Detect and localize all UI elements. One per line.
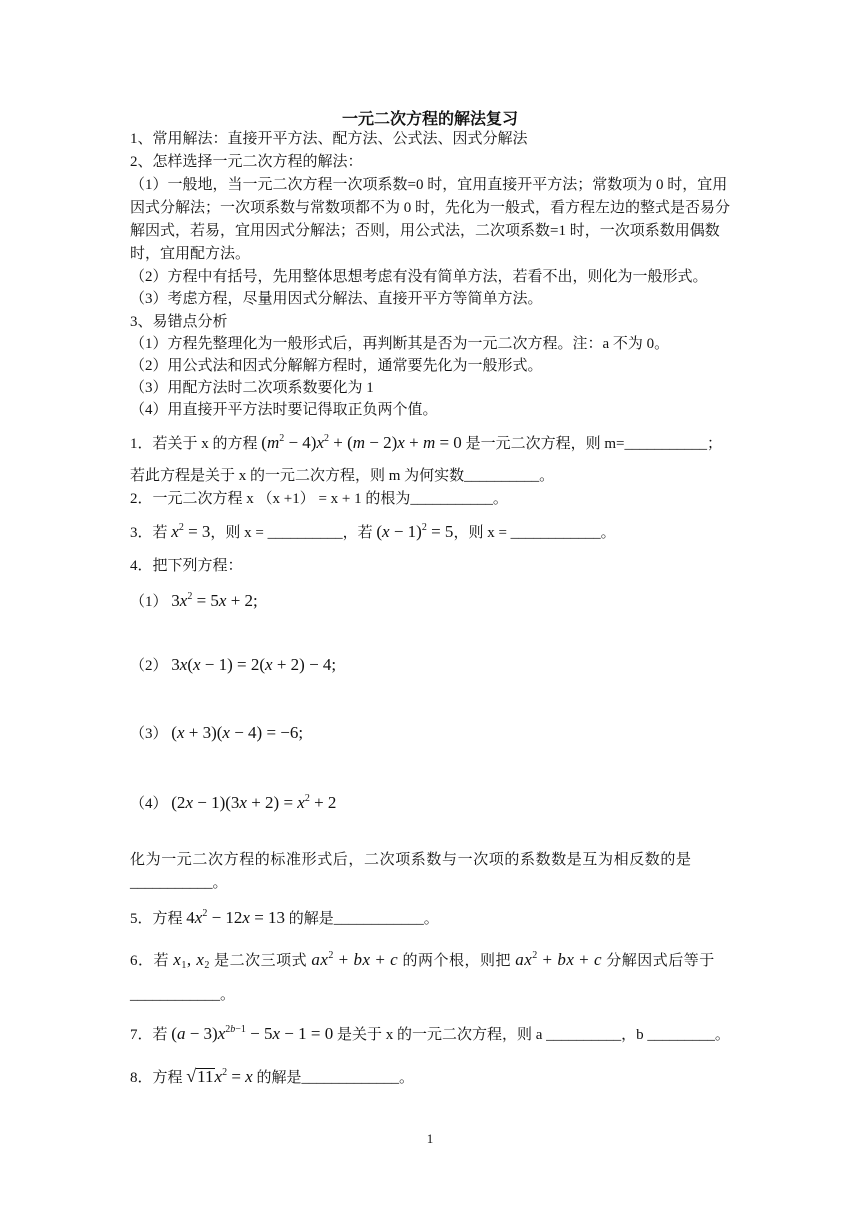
question-7: 7．若 $(a - 3)x^{2b-1} - 5x - 1 = 0$ 是关于 x 的一元二次方程，则 a __________，b _________。 bbox=[130, 1024, 730, 1043]
question-6-blank: ____________。 bbox=[130, 987, 236, 1003]
equation: 3x(x − 1) = 2(x + 2) − 4; bbox=[171, 655, 337, 674]
question-4-item-1: （1） $3x^2 = 5x + 2$; bbox=[130, 591, 258, 610]
equation: $(a - 3)x^{2b-1} - 5x - 1 = 0$ bbox=[171, 1024, 334, 1043]
text-line: （4）用直接开平方法时要记得取正负两个值。 bbox=[130, 402, 438, 418]
question-4-item-3: （3） (x + 3)(x − 4) = −6; bbox=[130, 723, 304, 742]
question-4-item-2: （2） 3x(x − 1) = 2(x + 2) − 4; bbox=[130, 655, 337, 674]
equation: $(m^2 - 4)x^2 + (m - 2)x + m = 0$ bbox=[261, 433, 462, 452]
equation: $x_1$, $x_2$ bbox=[173, 950, 210, 971]
question-3: 3．若 $x^2 = 3$，则 x = __________，若 $(x - 1)^2 = 5$，则 x = ____________。 bbox=[130, 522, 616, 541]
text-line: 1、常用解法：直接开平方法、配方法、公式法、因式分解法 bbox=[130, 131, 528, 147]
equation: $4x^2 - 12x = 13$ bbox=[186, 908, 286, 927]
page-number: 1 bbox=[426, 1131, 434, 1146]
equation: $x^2 = 3$ bbox=[171, 522, 211, 541]
question-8: 8．方程 $√11x^2 = x$ 的解是_____________。 bbox=[130, 1066, 414, 1086]
equation: (x + 3)(x − 4) = −6; bbox=[171, 723, 304, 742]
text-line: 2、怎样选择一元二次方程的解法： bbox=[130, 154, 363, 170]
text-line: 3、易错点分析 bbox=[130, 314, 228, 330]
question-6: 6．若 $x_1$, $x_2$ 是二次三项式 $ax^2$ + bx + c 的两个根，则把 $ax^2$ + bx + c 分解因式后等于 bbox=[130, 950, 715, 971]
question-1-line-2: 若此方程是关于 x 的一元二次方程，则 m 为何实数__________。 bbox=[130, 468, 555, 484]
text-line: 因式分解法；一次项系数与常数项都不为 0 时，先化为一般式，看方程左边的整式是否易分 bbox=[130, 200, 731, 216]
text-line: （3）考虑方程，尽量用因式分解法、直接开平方等简单方法。 bbox=[130, 291, 543, 307]
text-line: （2）用公式法和因式分解解方程时，通常要先化为一般形式。 bbox=[130, 358, 543, 374]
equation: $(2x - 1)(3x + 2) = x^2 + 2$ bbox=[171, 793, 337, 812]
page-title: 一元二次方程的解法复习 bbox=[341, 111, 518, 128]
question-4-tail: 化为一元二次方程的标准形式后，二次项系数与一次项的系数数是互为相反数的是 bbox=[130, 852, 692, 868]
equation: $3x^2 = 5x + 2$; bbox=[171, 591, 258, 610]
question-5: 5．方程 $4x^2 - 12x = 13$ 的解是____________。 bbox=[130, 908, 439, 927]
question-4: 4．把下列方程： bbox=[130, 558, 243, 574]
question-1: 1．若关于 x 的方程 $(m^2 - 4)x^2 + (m - 2)x + m = 0$ 是一元二次方程，则 m=___________； bbox=[130, 433, 722, 452]
text-line: 时，宜用配方法。 bbox=[130, 246, 251, 262]
text-line: 解因式，若易，宜用因式分解法；否则，用公式法，二次项系数=1 时，一次项系数用偶数 bbox=[130, 223, 720, 239]
question-2: 2．一元二次方程 x （x +1） = x + 1 的根为___________。 bbox=[130, 491, 508, 507]
equation: $√11x^2 = x$ bbox=[186, 1066, 253, 1086]
text-line: （1）方程先整理化为一般形式后，再判断其是否为一元二次方程。注：a 不为 0。 bbox=[130, 336, 670, 352]
equation: $(x - 1)^2 = 5$ bbox=[376, 522, 454, 541]
text-line: （1）一般地，当一元二次方程一次项系数=0 时，宜用直接开平方法；常数项为 0 时，宜用 bbox=[130, 177, 728, 193]
text-line: （2）方程中有括号，先用整体思想考虑有没有简单方法，若看不出，则化为一般形式。 bbox=[130, 269, 708, 285]
text-line: （3）用配方法时二次项系数要化为 1 bbox=[130, 380, 374, 396]
question-4-item-4: （4） $(2x - 1)(3x + 2) = x^2 + 2$ bbox=[130, 793, 337, 812]
question-4-tail-blank: ___________。 bbox=[130, 875, 228, 891]
equation: $ax^2$ + bx + c bbox=[515, 950, 603, 969]
equation: $ax^2$ + bx + c bbox=[311, 950, 399, 969]
